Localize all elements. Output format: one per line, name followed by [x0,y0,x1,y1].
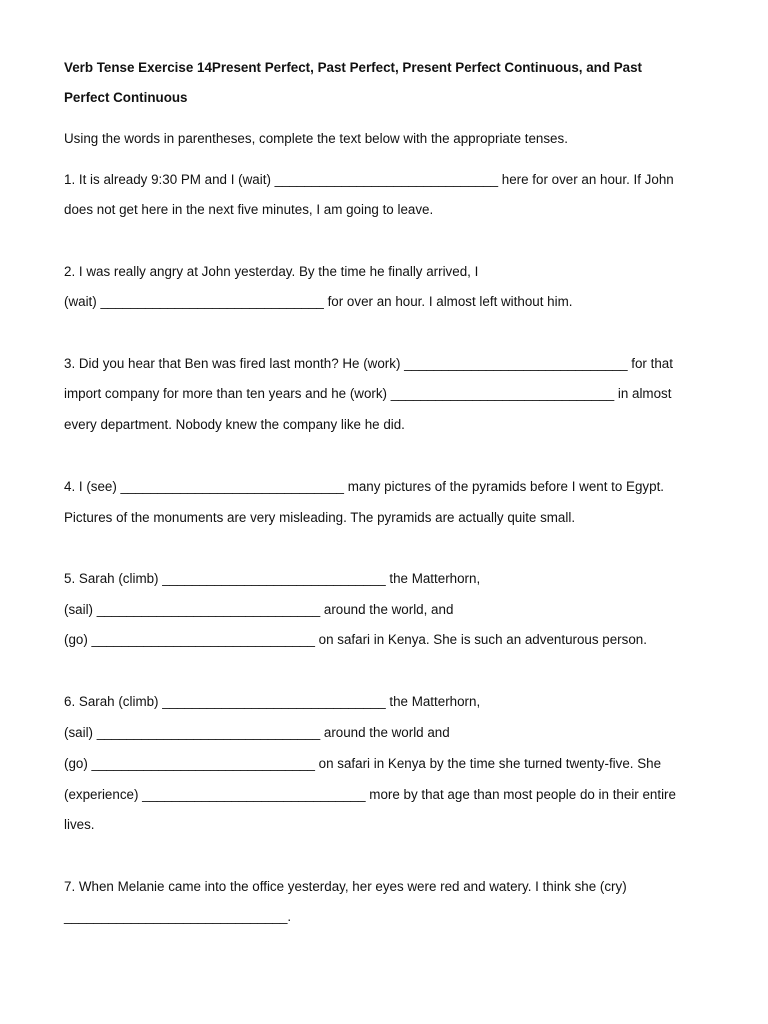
exercise-line: (sail) ______________________________ around the world, and [64,602,454,617]
exercise-line: 5. Sarah (climb) ______________________________ the Matterhorn, [64,571,481,586]
exercise-line: 6. Sarah (climb) ______________________________ the Matterhorn, [64,694,481,709]
exercise-line: (sail) ______________________________ around the world and [64,725,450,740]
exercise-line: does not get here in the next five minutes, I am going to leave. [64,202,434,217]
exercise-line: (go) ______________________________ on safari in Kenya by the time she turned twenty-five. She [64,756,662,771]
exercise-line: 7. When Melanie came into the office yesterday, her eyes were red and watery. I think she (cry) [64,879,627,894]
exercise-line: 3. Did you hear that Ben was fired last month? He (work) ______________________________ for that [64,356,673,371]
instructions: Using the words in parentheses, complete the text below with the appropriate tenses. [64,131,568,146]
exercise-line: import company for more than ten years and he (work) ______________________________ in almost [64,386,672,401]
exercise-line: Pictures of the monuments are very misleading. The pyramids are actually quite small. [64,510,576,525]
exercise-line: ______________________________. [64,909,292,924]
exercise-line: lives. [64,817,95,832]
worksheet-title-line-2: Perfect Continuous [64,90,188,105]
exercise-line: 4. I (see) ______________________________ many pictures of the pyramids before I went to Egypt. [64,479,665,494]
exercise-line: (wait) ______________________________ for over an hour. I almost left without him. [64,294,573,309]
exercise-line: 2. I was really angry at John yesterday. By the time he finally arrived, I [64,264,479,279]
exercise-line: (experience) ______________________________ more by that age than most people do in their entire [64,787,676,802]
exercise-line: every department. Nobody knew the company like he did. [64,417,405,432]
exercise-line: (go) ______________________________ on safari in Kenya. She is such an adventurous person. [64,632,647,647]
exercise-line: 1. It is already 9:30 PM and I (wait) ______________________________ here for over an hour. If John [64,172,674,187]
worksheet-title-line-1: Verb Tense Exercise 14Present Perfect, Past Perfect, Present Perfect Continuous, and Past [64,60,643,75]
